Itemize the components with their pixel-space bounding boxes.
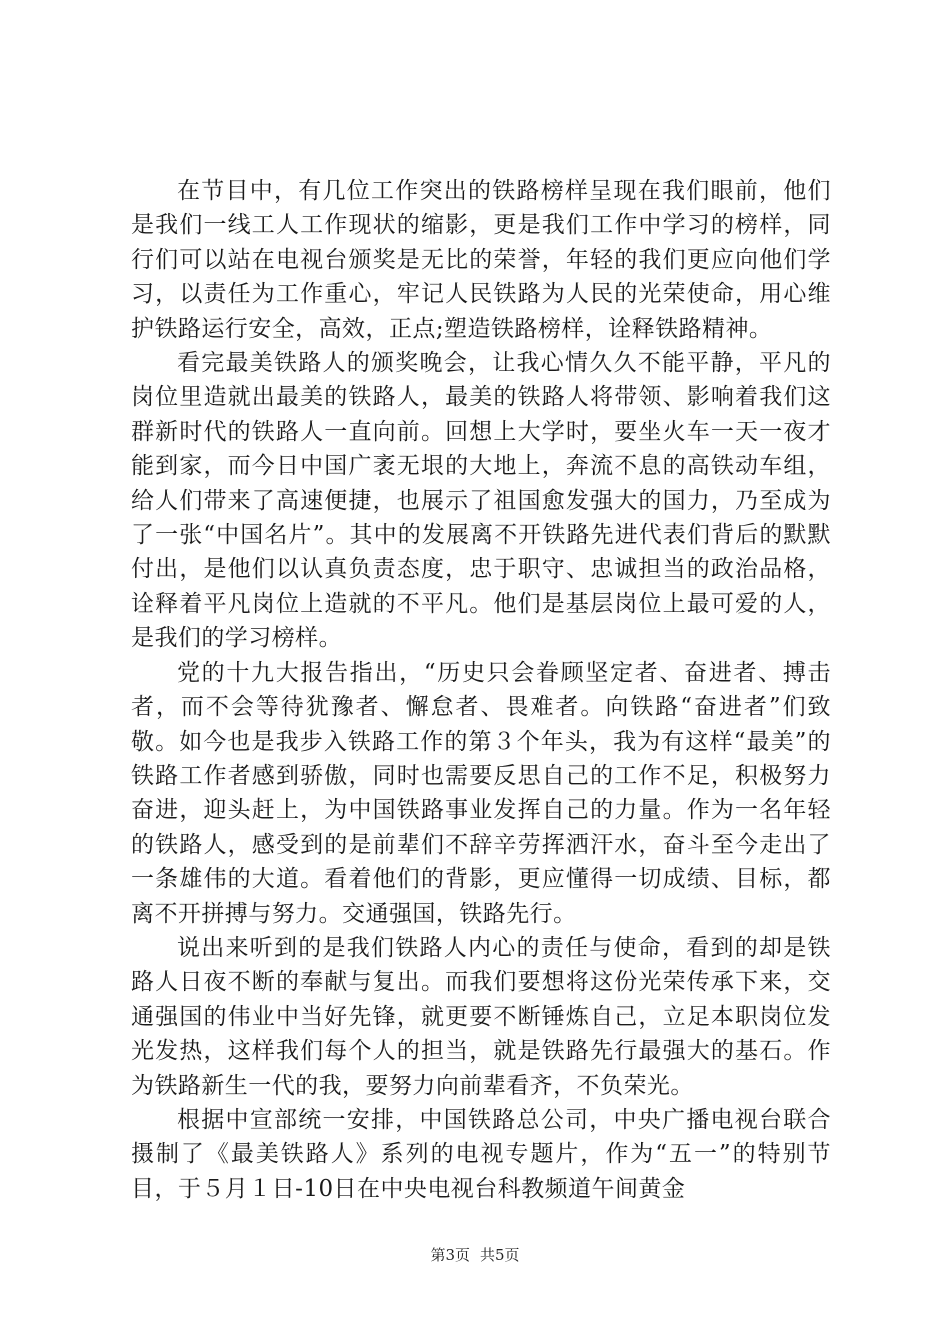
- paragraph: 说出来听到的是我们铁路人内心的责任与使命，看到的却是铁路人日夜不断的奉献与复出。而我们要想将这份光荣传承下来，交通强国的伟业中当好先锋，就更要不断锤炼自己，立足本职岗位发光发热，这样我们每个人的担当，就是铁路先行最强大的基石。作为铁路新生一代的我，要努力向前辈看齐，不负荣光。: [131, 934, 831, 1099]
- page-number: 第3页: [430, 1246, 470, 1264]
- document-body: [131, 174, 831, 1206]
- paragraph: 党的十九大报告指出，“历史只会眷顾坚定者、奋进者、搏击者，而不会等待犹豫者、懈怠者、畏难者。向铁路“奋进者”们致敬。如今也是我步入铁路工作的第３个年头，我为有这样“最美”的铁路工作者感到骄傲，同时也需要反思自己的工作不足，积极努力奋进，迎头赶上，为中国铁路事业发挥自己的力量。作为一名年轻的铁路人，感受到的是前辈们不辞辛劳挥洒汗水，奋斗至今走出了一条雄伟的大道。看着他们的背影，更应懂得一切成绩、目标，都离不开拼搏与努力。交通强国，铁路先行。: [131, 659, 831, 927]
- paragraph: 在节目中，有几位工作突出的铁路榜样呈现在我们眼前，他们是我们一线工人工作现状的缩影，更是我们工作中学习的榜样，同行们可以站在电视台颁奖是无比的荣誉，年轻的我们更应向他们学习，以责任为工作重心，牢记人民铁路为人民的光荣使命，用心维护铁路运行安全，高效，正点;塑造铁路榜样，诠释铁路精神。: [131, 178, 831, 342]
- paragraph: 看完最美铁路人的颁奖晚会，让我心情久久不能平静，平凡的岗位里造就出最美的铁路人，最美的铁路人将带领、影响着我们这群新时代的铁路人一直向前。回想上大学时，要坐火车一天一夜才能到家，而今日中国广袤无垠的大地上，奔流不息的高铁动车组，给人们带来了高速便捷，也展示了祖国愈发强大的国力，乃至成为了一张“中国名片”。其中的发展离不开铁路先进代表们背后的默默付出，是他们以认真负责态度，忠于职守、忠诚担当的政治品格，诠释着平凡岗位上造就的不平凡。他们是基层岗位上最可爱的人，是我们的学习榜样。: [131, 350, 831, 652]
- page-footer: [0, 1244, 950, 1265]
- paragraph: 根据中宣部统一安排，中国铁路总公司，中央广播电视台联合摄制了《最美铁路人》系列的电视专题片，作为“五一”的特别节目，于５月１日-10日在中央电视台科教频道午间黄金: [131, 1106, 831, 1202]
- page-total: 共5页: [480, 1246, 520, 1264]
